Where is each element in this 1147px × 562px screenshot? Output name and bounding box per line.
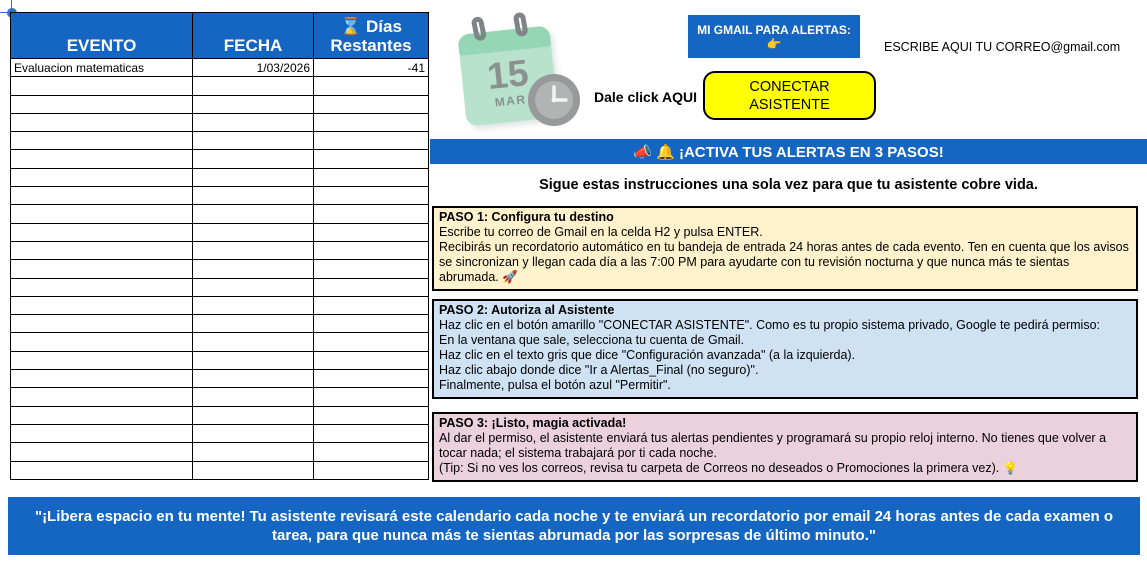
table-cell-empty[interactable] <box>314 406 429 424</box>
table-cell-empty[interactable] <box>11 95 193 113</box>
table-cell-empty[interactable] <box>11 132 193 150</box>
calendar-top-band <box>457 25 551 56</box>
table-row-empty <box>11 187 429 205</box>
cell-dias[interactable]: -41 <box>314 59 429 77</box>
table-cell-empty[interactable] <box>314 187 429 205</box>
connect-assistant-button[interactable]: CONECTAR ASISTENTE <box>703 71 876 120</box>
table-cell-empty[interactable] <box>11 351 193 369</box>
table-row-empty <box>11 132 429 150</box>
table-row-empty <box>11 95 429 113</box>
table-cell-empty[interactable] <box>11 278 193 296</box>
step-3-title: PASO 3: ¡Listo, magia activada! <box>439 416 627 430</box>
table-cell-empty[interactable] <box>11 388 193 406</box>
table-cell-empty[interactable] <box>314 150 429 168</box>
table-row-empty <box>11 205 429 223</box>
table-cell-empty[interactable] <box>11 168 193 186</box>
table-cell-empty[interactable] <box>193 113 314 131</box>
table-cell-empty[interactable] <box>193 187 314 205</box>
table-cell-empty[interactable] <box>314 223 429 241</box>
event-table-body <box>11 59 429 480</box>
table-cell-empty[interactable] <box>314 315 429 333</box>
instructions-subtitle: Sigue estas instrucciones una sola vez para que tu asistente cobre vida. <box>539 177 1038 193</box>
table-cell-empty[interactable] <box>193 424 314 442</box>
calendar-illustration <box>452 8 578 128</box>
table-cell-empty[interactable] <box>314 132 429 150</box>
table-cell-empty[interactable] <box>193 370 314 388</box>
table-cell-empty[interactable] <box>11 443 193 461</box>
table-cell-empty[interactable] <box>11 223 193 241</box>
clock-icon <box>526 72 582 128</box>
table-cell-empty[interactable] <box>11 333 193 351</box>
table-row-empty <box>11 443 429 461</box>
table-cell-empty[interactable] <box>11 150 193 168</box>
table-row <box>11 59 429 77</box>
table-cell-empty[interactable] <box>11 461 193 479</box>
cell-evento[interactable]: Evaluacion matematicas <box>11 59 193 77</box>
step-2-line: Haz clic en el botón amarillo "CONECTAR ASISTENTE". Como es tu propio sistema privado, Google te pedirá permiso: <box>439 318 1100 332</box>
table-row-empty <box>11 113 429 131</box>
table-cell-empty[interactable] <box>11 113 193 131</box>
table-cell-empty[interactable] <box>11 205 193 223</box>
table-cell-empty[interactable] <box>193 132 314 150</box>
table-cell-empty[interactable] <box>314 443 429 461</box>
table-cell-empty[interactable] <box>314 296 429 314</box>
table-cell-empty[interactable] <box>11 260 193 278</box>
table-cell-empty[interactable] <box>314 168 429 186</box>
table-cell-empty[interactable] <box>314 278 429 296</box>
cell-fecha[interactable]: 1/03/2026 <box>193 59 314 77</box>
table-cell-empty[interactable] <box>193 77 314 95</box>
table-row-empty <box>11 406 429 424</box>
footer-banner <box>8 497 1140 555</box>
table-cell-empty[interactable] <box>314 260 429 278</box>
table-row-empty <box>11 77 429 95</box>
table-cell-empty[interactable] <box>314 333 429 351</box>
table-cell-empty[interactable] <box>193 443 314 461</box>
step-2-line: Finalmente, pulsa el botón azul "Permitir". <box>439 378 671 392</box>
table-cell-empty[interactable] <box>11 77 193 95</box>
table-cell-empty[interactable] <box>314 370 429 388</box>
header-fecha[interactable]: FECHA <box>193 13 314 59</box>
table-cell-empty[interactable] <box>193 461 314 479</box>
table-cell-empty[interactable] <box>193 388 314 406</box>
calendar-month: MAR <box>494 92 528 110</box>
table-cell-empty[interactable] <box>314 424 429 442</box>
table-cell-empty[interactable] <box>193 150 314 168</box>
click-here-hint: Dale click AQUI <box>594 89 697 105</box>
table-row-empty <box>11 168 429 186</box>
table-cell-empty[interactable] <box>193 278 314 296</box>
calendar-day: 15 <box>485 51 531 98</box>
step-3-line: (Tip: Si no ves los correos, revisa tu carpeta de Correos no deseados o Promociones la primera vez). 💡 <box>439 461 1019 475</box>
header-evento[interactable]: EVENTO <box>11 13 193 59</box>
table-cell-empty[interactable] <box>11 315 193 333</box>
table-cell-empty[interactable] <box>314 461 429 479</box>
step-1-line: Recibirás un recordatorio automático en tu bandeja de entrada 24 horas antes de cada evento. Ten en cuenta que los avisos se sincronizan y llegan cada día a las 7:00 PM para ayudarte con tu revisión nocturna y que nunca más te sientas abrumada. 🚀 <box>439 240 1129 284</box>
table-row-empty <box>11 333 429 351</box>
step-1-line: Escribe tu correo de Gmail en la celda H2 y pulsa ENTER. <box>439 225 763 239</box>
table-row-empty <box>11 260 429 278</box>
step-2-title: PASO 2: Autoriza al Asistente <box>439 303 615 317</box>
table-cell-empty[interactable] <box>314 77 429 95</box>
table-cell-empty[interactable] <box>193 351 314 369</box>
table-cell-empty[interactable] <box>314 388 429 406</box>
email-input-cell[interactable]: ESCRIBE AQUI TU CORREO@gmail.com <box>884 40 1121 54</box>
step-1-box <box>432 206 1138 291</box>
table-cell-empty[interactable] <box>193 406 314 424</box>
table-row-empty <box>11 315 429 333</box>
table-row-empty <box>11 461 429 479</box>
table-cell-empty[interactable] <box>314 241 429 259</box>
table-cell-empty[interactable] <box>193 260 314 278</box>
footer-quote: "¡Libera espacio en tu mente! Tu asistente revisará este calendario cada noche y te enviará un recordatorio por email 24 horas antes de cada examen o tarea, para que nunca más te sientas abrumada por las sorpresas de último minuto." <box>34 508 1114 544</box>
table-cell-empty[interactable] <box>11 241 193 259</box>
table-cell-empty[interactable] <box>193 168 314 186</box>
table-cell-empty[interactable] <box>11 424 193 442</box>
table-cell-empty[interactable] <box>193 241 314 259</box>
activate-alerts-banner: 📣 🔔 ¡ACTIVA TUS ALERTAS EN 3 PASOS! <box>430 139 1147 164</box>
table-cell-empty[interactable] <box>314 351 429 369</box>
table-header-row <box>11 13 429 59</box>
table-cell-empty[interactable] <box>193 223 314 241</box>
table-cell-empty[interactable] <box>11 370 193 388</box>
step-1-title: PASO 1: Configura tu destino <box>439 210 614 224</box>
step-2-line: Haz clic abajo donde dice "Ir a Alertas_Final (no seguro)". <box>439 363 759 377</box>
step-3-line: Al dar el permiso, el asistente enviará tus alertas pendientes y programará su propio reloj interno. No tienes que volver a tocar nada; el sistema trabajará por ti cada noche. <box>439 431 1107 460</box>
table-cell-empty[interactable] <box>193 315 314 333</box>
step-2-line: Haz clic en el texto gris que dice "Configuración avanzada" (a la izquierda). <box>439 348 856 362</box>
step-2-box <box>432 299 1138 399</box>
table-cell-empty[interactable] <box>193 296 314 314</box>
table-cell-empty[interactable] <box>11 187 193 205</box>
table-row-empty <box>11 424 429 442</box>
step-3-box <box>432 412 1138 482</box>
table-cell-empty[interactable] <box>193 205 314 223</box>
table-row-empty <box>11 241 429 259</box>
table-cell-empty[interactable] <box>314 95 429 113</box>
table-cell-empty[interactable] <box>314 113 429 131</box>
table-row-empty <box>11 223 429 241</box>
header-dias-restantes[interactable]: ⌛ Días Restantes <box>314 13 429 59</box>
step-2-line: En la ventana que sale, selecciona tu cuenta de Gmail. <box>439 333 745 347</box>
table-cell-empty[interactable] <box>11 406 193 424</box>
table-cell-empty[interactable] <box>11 296 193 314</box>
events-table <box>10 12 429 480</box>
table-row-empty <box>11 278 429 296</box>
table-row-empty <box>11 370 429 388</box>
table-row-empty <box>11 296 429 314</box>
table-row-empty <box>11 388 429 406</box>
gmail-alert-label: MI GMAIL PARA ALERTAS: 👉 <box>688 15 860 58</box>
table-row-empty <box>11 150 429 168</box>
table-row-empty <box>11 351 429 369</box>
table-cell-empty[interactable] <box>193 333 314 351</box>
table-cell-empty[interactable] <box>193 95 314 113</box>
table-cell-empty[interactable] <box>314 205 429 223</box>
